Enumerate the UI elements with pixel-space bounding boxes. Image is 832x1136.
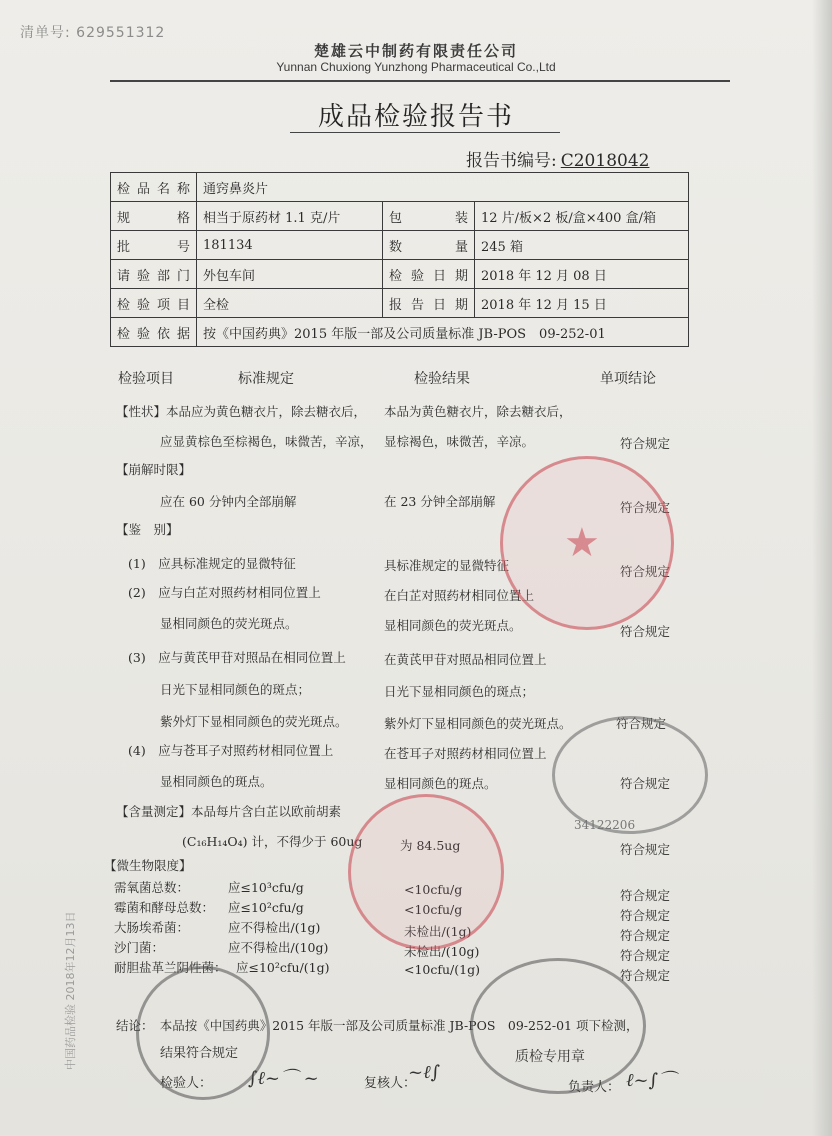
quantity-value: 245 箱 (475, 231, 689, 260)
disintegration-result: 在 23 分钟全部崩解 (384, 494, 496, 509)
col-header-conclusion: 单项结论 (600, 371, 656, 387)
micro4-result: 未检出/(10g) (404, 944, 480, 959)
gray-round-seal-icon (136, 966, 270, 1100)
disintegration-title: 【崩解时限】 (116, 462, 192, 477)
micro5-name: 耐胆盐革兰阴性菌： (114, 960, 227, 975)
pack-label: 包 装 (383, 202, 475, 231)
id1-result: 具标准规定的显微特征 (384, 558, 510, 573)
micro1-name: 需氧菌总数： (114, 880, 190, 895)
red-distributor-seal-icon (348, 794, 504, 950)
basis-label: 检验依据 (111, 318, 197, 347)
id2-standard-2: 显相同颜色的荧光斑点。 (160, 616, 298, 631)
id1-conclusion: 符合规定 (620, 564, 671, 579)
id3-result: 在黄芪甲苷对照品相同位置上 (384, 652, 547, 667)
col-header-item: 检验项目 (118, 371, 174, 387)
batch-label: 批 号 (111, 231, 197, 260)
reviewer-signature-icon: ~ℓ∫ (408, 1062, 440, 1083)
id3-standard: (3) 应与黄芪甲苷对照品在相同位置上 (128, 650, 346, 665)
spec-value: 相当于原药材 1.1 克/片 (197, 202, 383, 231)
micro4-standard: 应不得检出/(10g) (228, 940, 329, 955)
col-header-result: 检验结果 (414, 371, 470, 387)
id2-standard: (2) 应与白芷对照药材相同位置上 (128, 585, 321, 600)
manager-signature-icon: ℓ~∫⌒ (626, 1070, 676, 1091)
quantity-label: 数 量 (383, 231, 475, 260)
micro1-conclusion: 符合规定 (620, 888, 671, 903)
id1-standard: (1) 应具标准规定的显微特征 (128, 556, 296, 571)
final-conclusion-2: 结果符合规定 (160, 1046, 239, 1061)
title-rule (290, 132, 560, 133)
manager-label: 负责人： (568, 1080, 621, 1095)
header-rule (110, 80, 730, 82)
disintegration-standard: 应在 60 分钟内全部崩解 (160, 494, 297, 509)
micro3-standard: 应不得检出/(1g) (228, 920, 321, 935)
dept-label: 请验部门 (111, 260, 197, 289)
micro1-standard: 应≤10³cfu/g (228, 880, 304, 895)
id4-result: 在苍耳子对照药材相同位置上 (384, 746, 547, 761)
spec-label: 规 格 (111, 202, 197, 231)
micro2-name: 霉菌和酵母总数： (114, 900, 215, 915)
micro5-conclusion: 符合规定 (620, 968, 671, 983)
id2-result: 在白芷对照药材相同位置上 (384, 588, 535, 603)
id4-standard-2: 显相同颜色的斑点。 (160, 774, 273, 789)
company-name-cn: 楚雄云中制药有限责任公司 (313, 42, 518, 60)
dept-value: 外包车间 (197, 260, 383, 289)
company-name-en: Yunnan Chuxiong Yunzhong Pharmaceutical Co.,Ltd (276, 60, 556, 74)
assay-standard-2: (C₁₆H₁₄O₄) 计，不得少于 60ug (182, 834, 363, 849)
micro2-result: <10cfu/g (404, 902, 463, 917)
appearance-standard: 【性状】本品应为黄色糖衣片，除去糖衣后， (116, 404, 367, 419)
final-conclusion: 结论： 本品按《中国药典》2015 年版一部及公司质量标准 JB-POS 09-252-01 项下检测， (116, 1018, 639, 1033)
id2-conclusion: 符合规定 (620, 624, 671, 639)
id2-result-2: 显相同颜色的荧光斑点。 (384, 618, 522, 633)
gray-seal-number: 34122206 (574, 818, 636, 832)
gray-oval-seal-icon (552, 716, 708, 834)
qc-seal-text: 质检专用章 (515, 1049, 585, 1065)
checker-label: 检验人： (160, 1076, 213, 1091)
disintegration-conclusion: 符合规定 (620, 500, 671, 515)
pack-value: 12 片/板×2 板/盒×400 盒/箱 (475, 202, 689, 231)
assay-standard: 【含量测定】本品每片含白芷以欧前胡素 (116, 804, 342, 819)
report-number-value: C2018042 (560, 151, 650, 171)
basis-value: 按《中国药典》2015 年版一部及公司质量标准 JB-POS 09-252-01 (197, 318, 689, 347)
assay-conclusion: 符合规定 (620, 842, 671, 857)
col-header-standard: 标准规定 (238, 371, 294, 387)
id3-result-3: 紫外灯下显相同颜色的荧光斑点。 (384, 716, 572, 731)
qc-seal-icon (470, 958, 646, 1094)
id3-result-2: 日光下显相同颜色的斑点； (384, 684, 535, 699)
assay-result: 为 84.5ug (400, 838, 461, 853)
test-item-value: 全检 (197, 289, 383, 318)
id3-standard-3: 紫外灯下显相同颜色的荧光斑点。 (160, 714, 348, 729)
report-number (466, 146, 649, 171)
micro4-name: 沙门菌： (114, 940, 165, 955)
appearance-result: 本品为黄色糖衣片，除去糖衣后， (384, 404, 572, 419)
side-watermark-text: 中国药品检验 2018年12月13日 (64, 911, 77, 1070)
list-number: 清单号: 629551312 (20, 25, 166, 41)
reviewer-label: 复核人： (364, 1076, 417, 1091)
test-item-label: 检验项目 (111, 289, 197, 318)
micro3-name: 大肠埃希菌： (114, 920, 190, 935)
micro2-standard: 应≤10²cfu/g (228, 900, 304, 915)
appearance-standard-2: 应显黄棕色至棕褐色，味微苦，辛凉， (160, 434, 373, 449)
document-title: 成品检验报告书 (317, 102, 514, 132)
micro3-conclusion: 符合规定 (620, 928, 671, 943)
checker-signature-icon: ∫ℓ~⌒ ~ (248, 1068, 319, 1089)
appearance-conclusion: 符合规定 (620, 436, 671, 451)
product-name-value: 通窍鼻炎片 (197, 173, 689, 202)
appearance-result-2: 显棕褐色，味微苦，辛凉。 (384, 434, 535, 449)
microbial-title: 【微生物限度】 (104, 858, 192, 873)
report-date-value: 2018 年 12 月 15 日 (475, 289, 689, 318)
micro2-conclusion: 符合规定 (620, 908, 671, 923)
id4-result-2: 显相同颜色的斑点。 (384, 776, 497, 791)
product-info-table (110, 172, 689, 347)
check-date-value: 2018 年 12 月 08 日 (475, 260, 689, 289)
product-name-label: 检品名称 (111, 173, 197, 202)
micro5-standard: 应≤10²cfu/(1g) (236, 960, 330, 975)
identification-title: 【鉴 别】 (116, 522, 179, 537)
id4-conclusion: 符合规定 (620, 776, 671, 791)
report-date-label: 报告日期 (383, 289, 475, 318)
report-number-label: 报告书编号: (466, 151, 557, 171)
micro3-result: 未检出/(1g) (404, 924, 472, 939)
id3-conclusion: 符合规定 (616, 716, 667, 731)
batch-value: 181134 (197, 231, 383, 260)
check-date-label: 检验日期 (383, 260, 475, 289)
micro5-result: <10cfu/(1g) (404, 962, 480, 977)
id4-standard: (4) 应与苍耳子对照药材相同位置上 (128, 743, 334, 758)
micro1-result: <10cfu/g (404, 882, 463, 897)
id3-standard-2: 日光下显相同颜色的斑点； (160, 682, 311, 697)
scan-shadow (812, 0, 832, 1136)
micro4-conclusion: 符合规定 (620, 948, 671, 963)
star-icon: ★ (564, 520, 600, 566)
